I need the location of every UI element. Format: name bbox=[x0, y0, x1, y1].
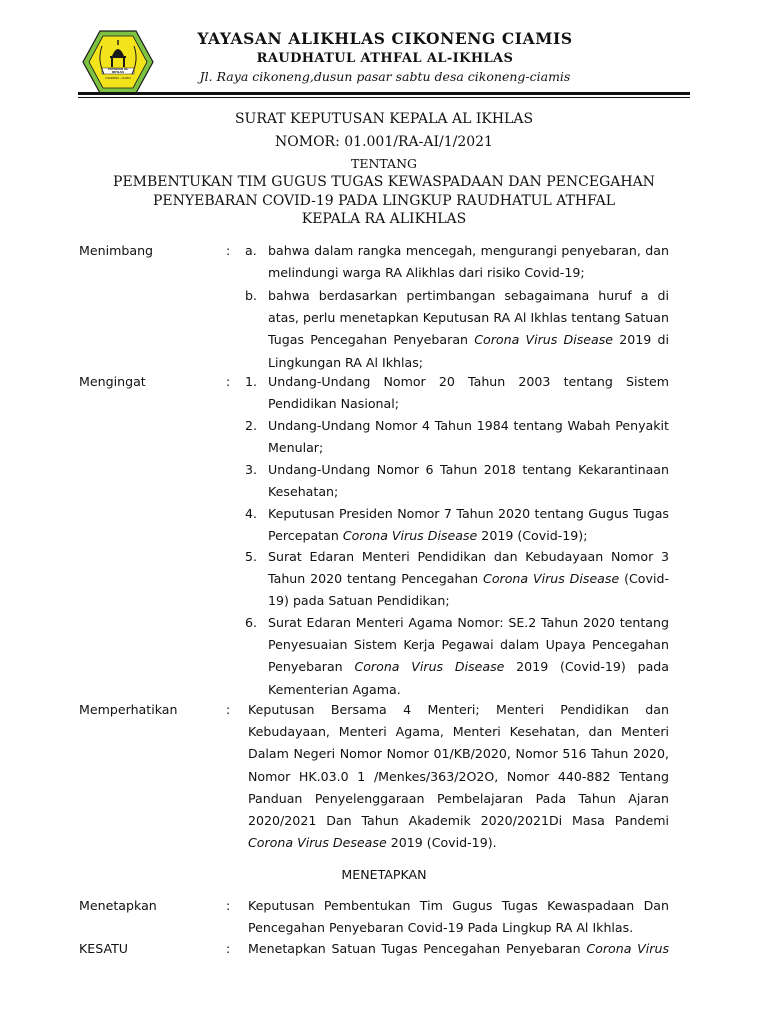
list-marker: b. bbox=[245, 288, 257, 303]
section-label: Menetapkan bbox=[79, 898, 157, 913]
section-label: KESATU bbox=[79, 941, 128, 956]
foundation-name: YAYASAN ALIKHLAS CIKONENG CIAMIS bbox=[197, 29, 573, 48]
section-colon: : bbox=[226, 243, 231, 258]
list-item: Undang-Undang Nomor 6 Tahun 2018 tentang Kekarantinaan Kesehatan; bbox=[268, 462, 669, 500]
decree-about: TENTANG bbox=[350, 156, 417, 171]
letterhead-rule-thick bbox=[78, 92, 690, 95]
section-text: Menetapkan Satuan Tugas Pencegahan Penyebaran Corona Virus bbox=[248, 941, 669, 956]
list-marker: a. bbox=[245, 243, 257, 258]
letterhead-rule-thin bbox=[78, 97, 690, 98]
list-marker: 4. bbox=[245, 506, 258, 521]
section-colon: : bbox=[226, 702, 231, 717]
address: Jl. Raya cikoneng,dusun pasar sabtu desa cikoneng-ciamis bbox=[199, 69, 571, 84]
list-item: Surat Edaran Menteri Agama Nomor: SE.2 Tahun 2020 tentang Penyesuaian Sistem Kerja Pegawai dalam Upaya Pencegahan Penyebaran Corona Virus Disease 2019 (Covid-19) pada Kementerian Agama. bbox=[268, 615, 669, 697]
list-item: Keputusan Presiden Nomor 7 Tahun 2020 tentang Gugus Tugas Percepatan Corona Virus Disease 2019 (Covid-19); bbox=[268, 506, 669, 544]
list-marker: 2. bbox=[245, 418, 258, 433]
foundation-logo-icon bbox=[82, 30, 154, 94]
menetapkan-heading: MENETAPKAN bbox=[341, 867, 427, 882]
list-marker: 5. bbox=[245, 549, 258, 564]
list-item: Undang-Undang Nomor 4 Tahun 1984 tentang Wabah Penyakit Menular; bbox=[268, 418, 669, 456]
letterhead bbox=[160, 28, 610, 86]
list-item: Undang-Undang Nomor 20 Tahun 2003 tentang Sistem Pendidikan Nasional; bbox=[268, 374, 669, 412]
decree-title: SURAT KEPUTUSAN KEPALA AL IKHLAS bbox=[234, 111, 534, 127]
section-label: Memperhatikan bbox=[79, 702, 178, 717]
decree-subject bbox=[78, 173, 690, 229]
section-label: Menimbang bbox=[79, 243, 154, 258]
school-name: RAUDHATUL ATHFAL AL-IKHLAS bbox=[256, 51, 514, 66]
section-label: Mengingat bbox=[79, 374, 146, 389]
logo-text: YAYASAN AL IKHLAS bbox=[107, 67, 129, 74]
list-item: bahwa dalam rangka mencegah, mengurangi penyebaran, dan melindungi warga RA Alikhlas dari risiko Covid-19; bbox=[268, 243, 669, 281]
section-colon: : bbox=[226, 941, 231, 956]
section-colon: : bbox=[226, 374, 231, 389]
list-marker: 3. bbox=[245, 462, 258, 477]
section-text: Keputusan Pembentukan Tim Gugus Tugas Kewaspadaan Dan Pencegahan Penyebaran Covid-19 Pada Lingkup RA Al Ikhlas. bbox=[248, 898, 669, 936]
section-colon: : bbox=[226, 898, 231, 913]
list-marker: 1. bbox=[245, 374, 258, 389]
decree-subject-line-3: KEPALA RA ALIKHLAS bbox=[301, 211, 467, 227]
logo-bottom-text: CIKONENG - CIAMIS bbox=[105, 77, 131, 80]
list-marker: 6. bbox=[245, 615, 258, 630]
decree-subject-line-1: PEMBENTUKAN TIM GUGUS TUGAS KEWASPADAAN DAN PENCEGAHAN bbox=[113, 174, 655, 190]
decree-subject-line-2: PENYEBARAN COVID-19 PADA LINGKUP RAUDHATUL ATHFAL bbox=[153, 192, 615, 209]
list-item: Surat Edaran Menteri Pendidikan dan Kebudayaan Nomor 3 Tahun 2020 tentang Pencegahan Corona Virus Disease (Covid-19) pada Satuan Pendidikan; bbox=[268, 549, 669, 609]
list-item: bahwa berdasarkan pertimbangan sebagaimana huruf a di atas, perlu menetapkan Keputusan RA Al Ikhlas tentang Satuan Tugas Pencegahan Penyebaran Corona Virus Disease 2019 di Lingkungan RA Al Ikhlas; bbox=[268, 288, 669, 370]
section-text: Keputusan Bersama 4 Menteri; Menteri Pendidikan dan Kebudayaan, Menteri Agama, Menteri Kesehatan, dan Menteri Dalam Negeri Nomor Nomor 01/KB/2020, Nomor 516 Tahun 2020, Nomor HK.03.0 1 /Menkes/363/2O2O, Nomor 440-882 Tentang Panduan Penyelenggaraan Pembelajaran Pada Tahun Ajaran 2020/2021 Dan Tahun Akademik 2020/2021Di Masa Pandemi Corona Virus Desease 2019 (Covid-19). bbox=[248, 702, 669, 851]
decree-number: NOMOR: 01.001/RA-AI/1/2021 bbox=[275, 134, 493, 150]
